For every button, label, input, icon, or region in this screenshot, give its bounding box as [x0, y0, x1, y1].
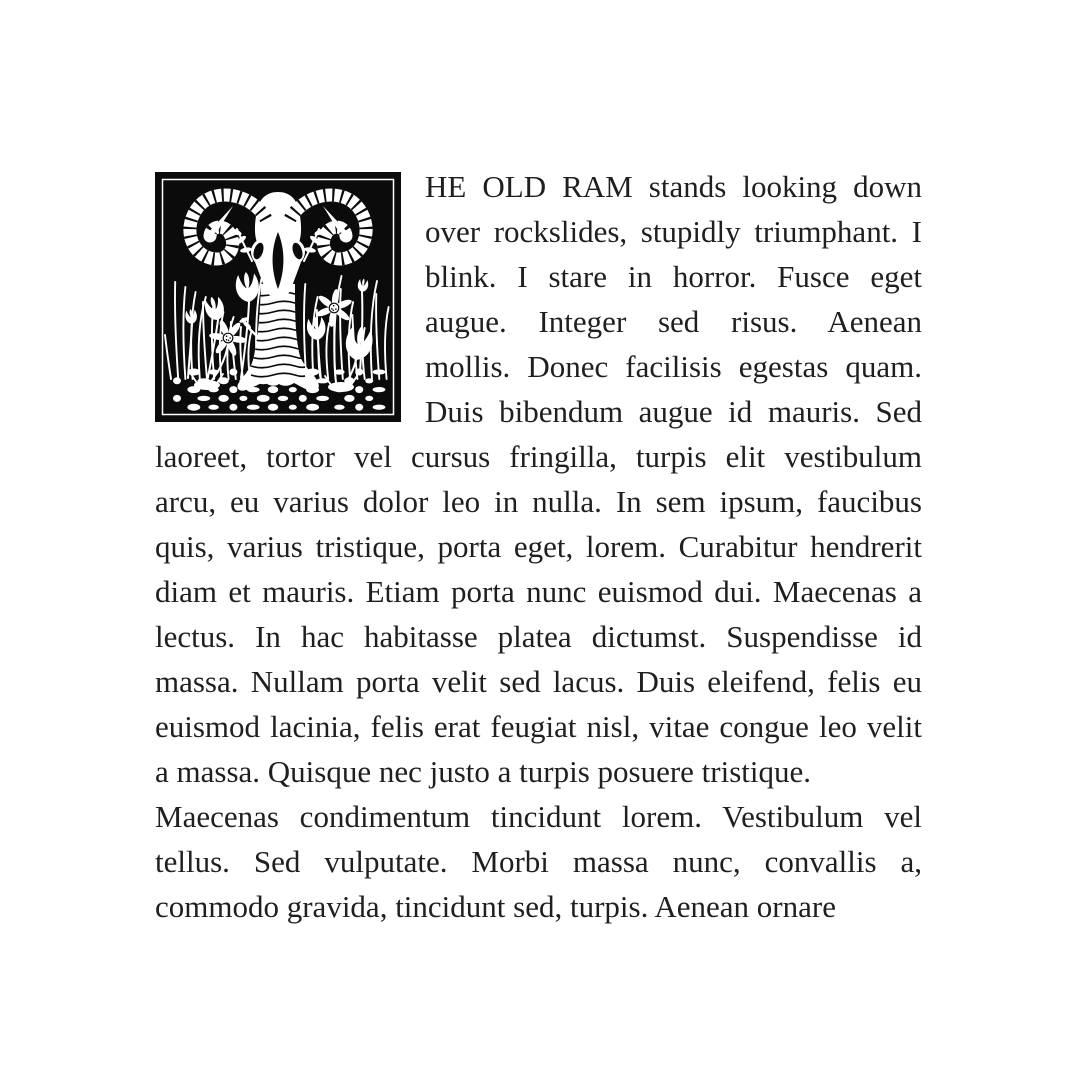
text-line: HE OLD RAM stands looking down [425, 169, 922, 204]
text-line: tellus. Sed vulputate. Morbi massa nunc, convallis a, [155, 844, 922, 879]
text-line: euismod lacinia, felis erat feugiat nisl, vitae congue leo velit [155, 709, 922, 744]
text-line: massa. Nullam porta velit sed lacus. Duis eleifend, felis eu [155, 664, 922, 699]
text-line: over rockslides, stupidly triumphant. I [425, 214, 922, 249]
text-line: lectus. In hac habitasse platea dictumst. Suspendisse id [155, 619, 922, 654]
text-line: commodo gravida, tincidunt sed, turpis. Aenean ornare [155, 889, 836, 924]
text-line: augue. Integer sed risus. Aenean [425, 304, 922, 339]
text-line: mollis. Donec facilisis egestas quam. [425, 349, 922, 384]
dropcap-figure [155, 172, 401, 422]
text-block [155, 164, 922, 929]
ram-skull-woodcut-icon [155, 172, 401, 422]
text-line: arcu, eu varius dolor leo in nulla. In sem ipsum, faucibus [155, 484, 922, 519]
text-line: diam et mauris. Etiam porta nunc euismod dui. Maecenas a [155, 574, 922, 609]
text-line: quis, varius tristique, porta eget, lorem. Curabitur hendrerit [155, 529, 922, 564]
text-line: Duis bibendum augue id mauris. Sed [425, 394, 922, 429]
text-line: laoreet, tortor vel cursus fringilla, turpis elit vestibulum [155, 439, 922, 474]
text-line: Maecenas condimentum tincidunt lorem. Vestibulum vel [155, 799, 922, 834]
text-line: a massa. Quisque nec justo a turpis posuere tristique. [155, 754, 812, 789]
text-line: blink. I stare in horror. Fusce eget [425, 259, 922, 294]
